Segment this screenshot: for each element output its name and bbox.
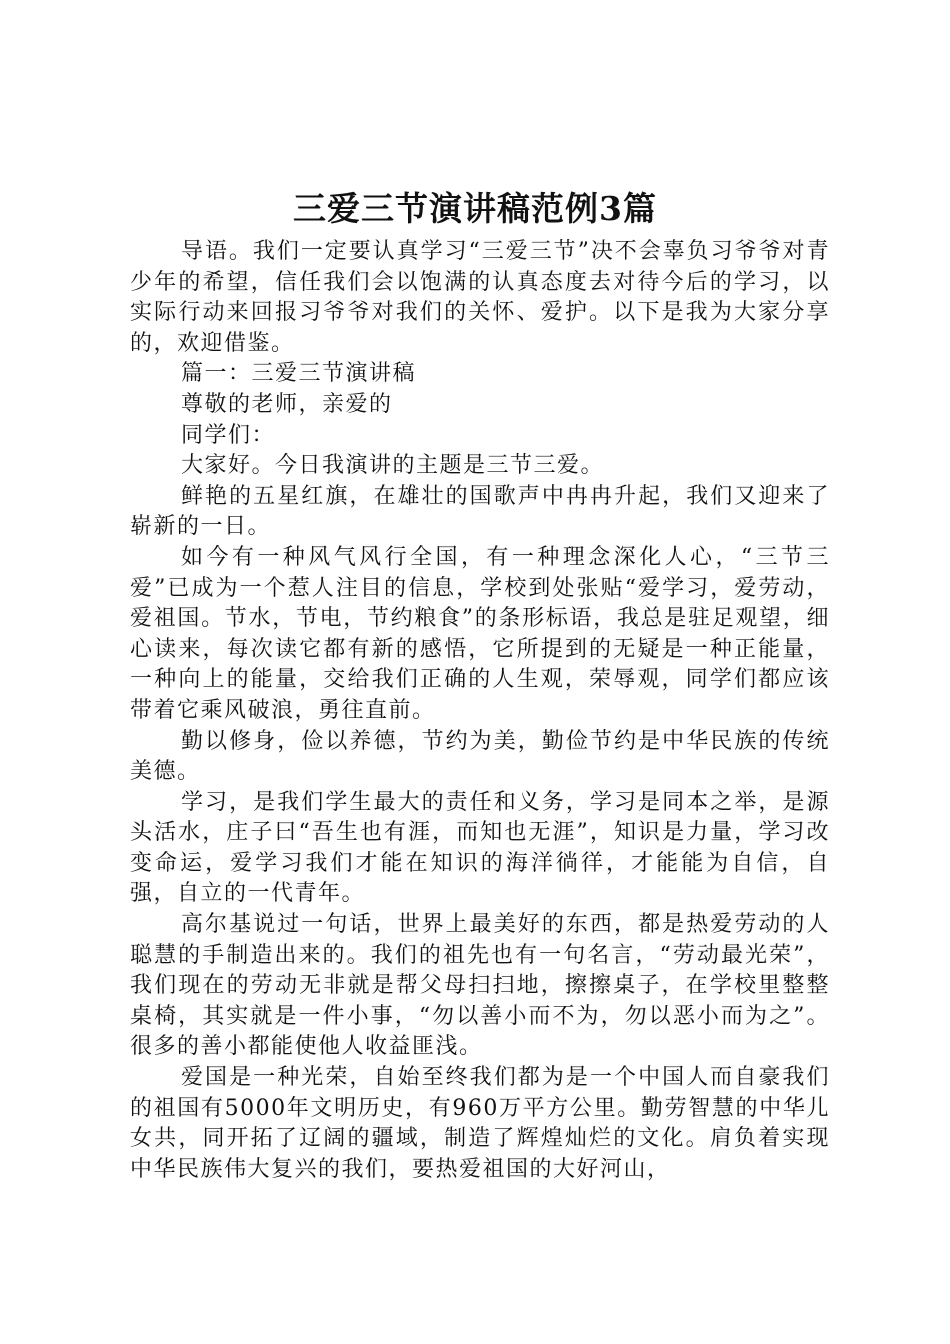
paragraph-patriotism: 爱国是一种光荣，自始至终我们都为是一个中国人而自豪我们的祖国有5000年文明历史，有960万平方公里。勤劳智慧的中华儿女共，同开拓了辽阔的疆域，制造了辉煌灿烂的文化。肩负着实现中华民族伟大复兴的我们，要热爱祖国的大好河山， (130, 1065, 830, 1182)
paragraph-salutation: 尊敬的老师，亲爱的 (181, 391, 393, 417)
paragraph-flag: 鲜艳的五星红旗，在雄壮的国歌声中冉冉升起，我们又迎来了崭新的一日。 (130, 483, 830, 540)
paragraph-intro: 导语。我们一定要认真学习“三爱三节”决不会辜负习爷爷对青少年的希望，信任我们会以饱满的认真态度去对待今后的学习，以实际行动来回报习爷爷对我们的关怀、爱护。以下是我为大家分享的，欢迎借鉴。 (130, 239, 830, 356)
document-title: 三爱三节演讲稿范例3篇 (293, 189, 657, 228)
paragraph-greeting: 大家好。今日我演讲的主题是三节三爱。 (181, 453, 605, 479)
paragraph-labor: 高尔基说过一句话，世界上最美好的东西，都是热爱劳动的人聪慧的手制造出来的。我们的祖先也有一句名言，“劳动最光荣”，我们现在的劳动无非就是帮父母扫扫地，擦擦桌子，在学校里整整桌椅，其实就是一件小事，“勿以善小而不为，勿以恶小而为之”。很多的善小都能使他人收益匪浅。 (130, 912, 830, 1060)
paragraph-section-heading: 篇一：三爱三节演讲稿 (181, 361, 417, 387)
paragraph-study: 学习，是我们学生最大的责任和义务，学习是同本之举，是源头活水，庄子曰“吾生也有涯，而知也无涯”，知识是力量，学习改变命运，爱学习我们才能在知识的海洋徜徉，才能能为自信，自强，自立的一代青年。 (130, 789, 830, 907)
paragraph-salutation-2: 同学们： (181, 422, 276, 448)
document-body (130, 237, 830, 1185)
paragraph-trend: 如今有一种风气风行全国，有一种理念深化人心，“三节三爱”已成为一个惹人注目的信息，学校到处张贴“爱学习，爱劳动，爱祖国。节水，节电，节约粮食”的条形标语，我总是驻足观望，细心读来，每次读它都有新的感悟，它所提到的无疑是一种正能量，一种向上的能量，交给我们正确的人生观，荣辱观，同学们都应该带着它乘风破浪，勇往直前。 (130, 544, 830, 723)
paragraph-thrift: 勤以修身，俭以养德，节约为美，勤俭节约是中华民族的传统美德。 (130, 728, 830, 785)
